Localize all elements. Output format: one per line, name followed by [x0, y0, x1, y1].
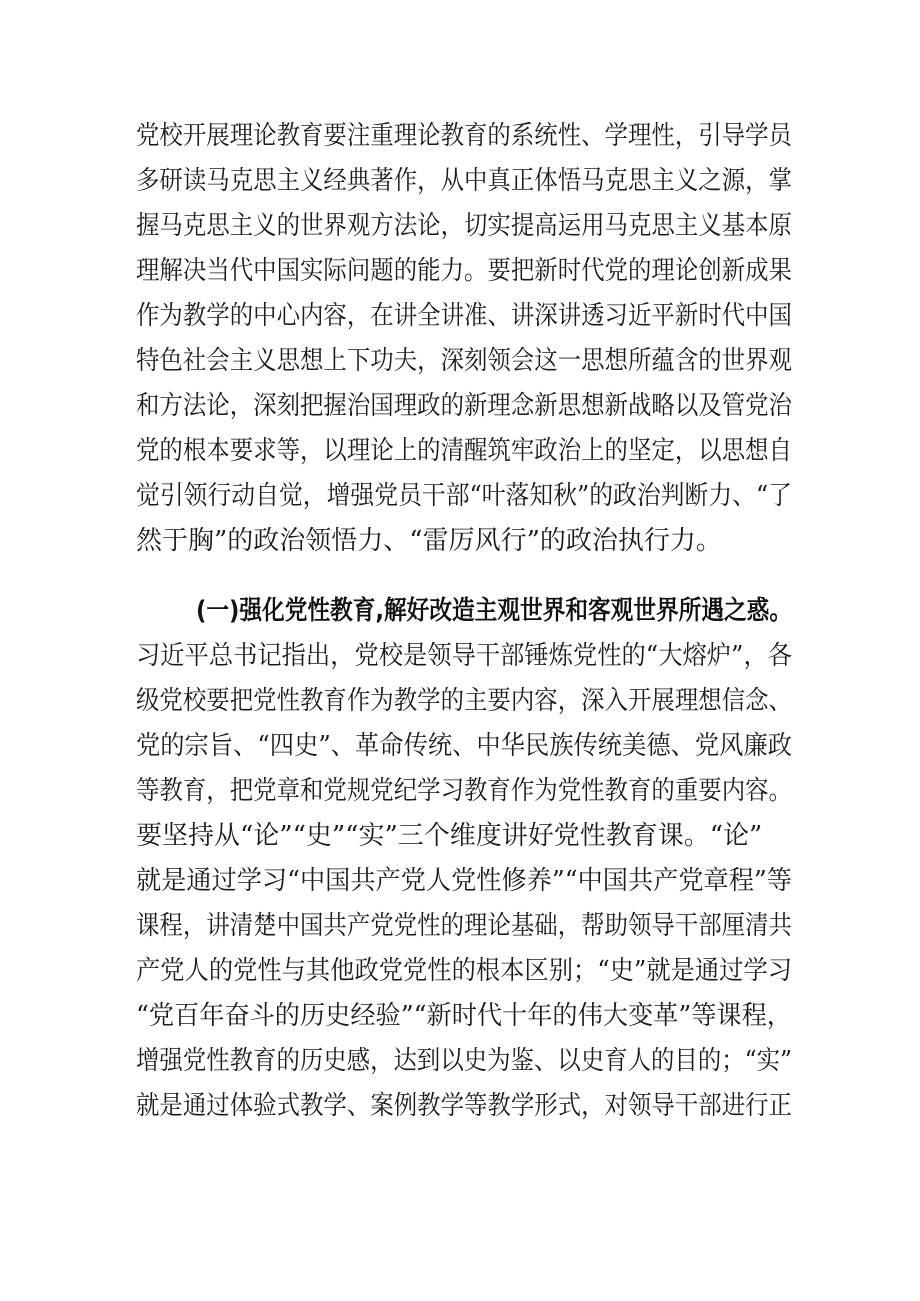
paragraph-2-line-3: 党的宗旨、“四史”、革命传统、中华民族传统美德、党风廉政 [136, 731, 792, 761]
paragraph-1-line-6: 特色社会主义思想上下功夫，深刻领会这一思想所蕴含的世界观 [136, 346, 792, 376]
paragraph-1-line-1: 党校开展理论教育要注重理论教育的系统性、学理性，引导学员 [136, 121, 792, 151]
paragraph-1-line-10: 然于胸”的政治领悟力、“雷厉风行”的政治执行力。 [136, 526, 722, 556]
paragraph-1-line-4: 理解决当代中国实际问题的能力。要把新时代党的理论创新成果 [136, 256, 792, 286]
section-heading: (一)强化党性教育,解好改造主观世界和客观世界所遇之惑。 [196, 596, 792, 626]
paragraph-2-line-4: 等教育，把党章和党规党纪学习教育作为党性教育的重要内容。 [136, 776, 792, 806]
paragraph-2-line-7: 课程，讲清楚中国共产党党性的理论基础，帮助领导干部厘清共 [136, 911, 792, 941]
paragraph-1-line-2: 多研读马克思主义经典著作，从中真正体悟马克思主义之源，掌 [136, 166, 792, 196]
paragraph-1-line-3: 握马克思主义的世界观方法论，切实提高运用马克思主义基本原 [136, 211, 792, 241]
paragraph-1-line-7: 和方法论，深刻把握治国理政的新理念新思想新战略以及管党治 [136, 391, 792, 421]
paragraph-1-line-8: 党的根本要求等，以理论上的清醒筑牢政治上的坚定，以思想自 [136, 436, 792, 466]
paragraph-2-line-2: 级党校要把党性教育作为教学的主要内容，深入开展理想信念、 [136, 686, 792, 716]
paragraph-2-line-10: 增强党性教育的历史感，达到以史为鉴、以史育人的目的；“实” [136, 1046, 792, 1076]
paragraph-2-line-5: 要坚持从“论”“史”“实”三个维度讲好党性教育课。“论” [136, 821, 763, 851]
paragraph-2-line-1: 习近平总书记指出，党校是领导干部锤炼党性的“大熔炉”，各 [136, 641, 792, 671]
paragraph-2-line-9: “党百年奋斗的历史经验”“新时代十年的伟大变革”等课程， [136, 1001, 792, 1031]
paragraph-2-line-6: 就是通过学习“中国共产党人党性修养”“中国共产党章程”等 [136, 866, 792, 896]
paragraph-2-line-11: 就是通过体验式教学、案例教学等教学形式，对领导干部进行正 [136, 1091, 792, 1121]
paragraph-1-line-9: 觉引领行动自觉，增强党员干部“叶落知秋”的政治判断力、“了 [136, 481, 792, 511]
paragraph-1-line-5: 作为教学的中心内容，在讲全讲准、讲深讲透习近平新时代中国 [136, 301, 792, 331]
paragraph-2-line-8: 产党人的党性与其他政党党性的根本区别；“史”就是通过学习 [136, 956, 792, 986]
